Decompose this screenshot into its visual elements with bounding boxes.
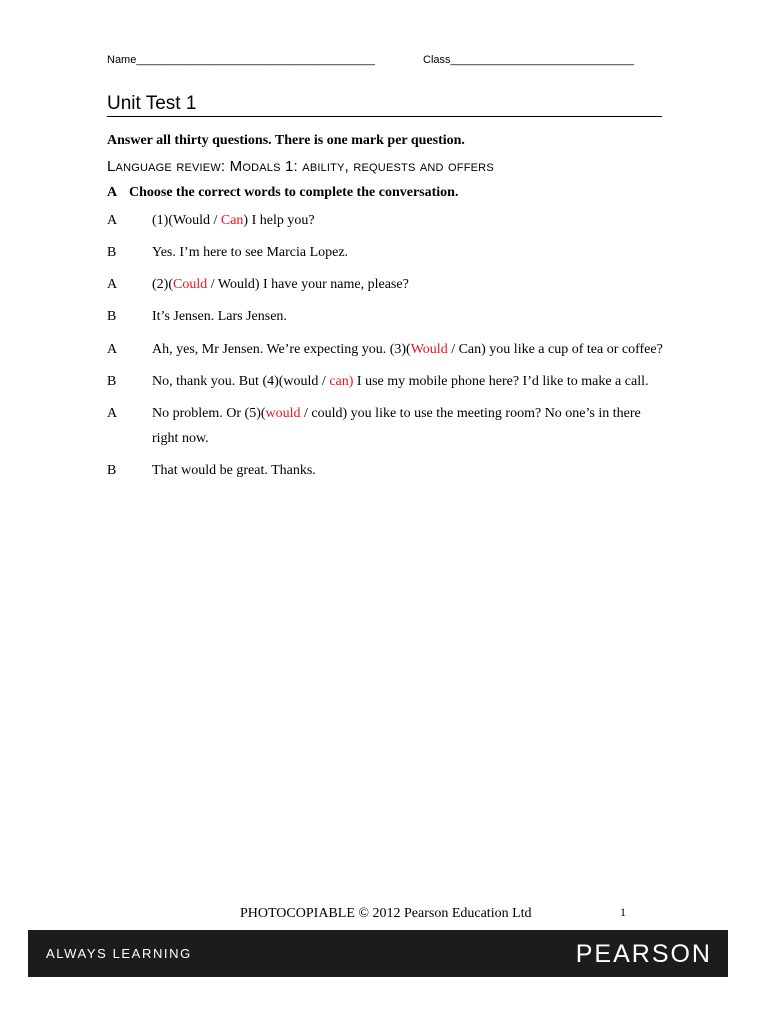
dialogue-fragment: / Would) I have your name, please?: [207, 277, 409, 292]
dialogue-fragment: No, thank you. But (4)(would /: [152, 374, 330, 389]
speaker-label: A: [107, 277, 118, 292]
speaker-label: A: [107, 342, 118, 357]
speaker-label: A: [107, 406, 118, 421]
speaker-label: B: [107, 309, 117, 324]
name-field-line: Name_______________________________________: [107, 54, 375, 66]
dialogue-fragment: ) I help you?: [243, 213, 315, 228]
dialogue-fragment: Yes. I’m here to see Marcia Lopez.: [152, 245, 349, 260]
dialogue-text: [152, 369, 667, 394]
task-heading: [107, 184, 458, 202]
correct-answer: Could: [173, 277, 208, 292]
speaker-label: B: [107, 374, 117, 389]
dialogue-fragment: / Can) you like a cup of tea or coffee?: [447, 342, 663, 357]
page-title: Unit Test 1: [107, 92, 662, 117]
class-field-line: Class______________________________: [423, 54, 635, 66]
dialogue-fragment: (2)(: [152, 277, 173, 292]
footer-tagline: ALWAYS LEARNING: [46, 946, 192, 961]
dialogue-text: [152, 240, 667, 265]
task-letter: A: [107, 185, 118, 200]
speaker-label: B: [107, 245, 117, 260]
task-text: Choose the correct words to complete the conversation.: [129, 185, 459, 200]
dialogue-text: [152, 401, 667, 451]
dialogue-fragment: I use my mobile phone here? I’d like to make a call.: [353, 374, 649, 389]
dialogue-text: [152, 458, 667, 483]
correct-answer: Would: [410, 342, 448, 357]
speaker-label: A: [107, 213, 118, 228]
footer-bar: [28, 930, 728, 977]
page-number: 1: [620, 905, 626, 919]
dialogue-text: [152, 272, 667, 297]
dialogue-text: [152, 337, 667, 362]
dialogue-fragment: / could) you like to use the meeting room? No one’s in there right now.: [152, 406, 641, 446]
correct-answer: can): [329, 374, 354, 389]
dialogue-text: [152, 304, 667, 329]
copyright-notice: PHOTOCOPIABLE © 2012 Pearson Education Ltd: [240, 906, 532, 921]
dialogue-fragment: No problem. Or (5)(: [152, 406, 266, 421]
publisher-logo: PEARSON: [575, 940, 712, 968]
dialogue-fragment: (1)(Would /: [152, 213, 221, 228]
dialogue-text: [152, 208, 667, 233]
dialogue-fragment: That would be great. Thanks.: [152, 463, 316, 478]
dialogue-fragment: Ah, yes, Mr Jensen. We’re expecting you. (3)(: [152, 342, 411, 357]
section-heading: Language review: Modals 1: ability, requests and offers: [107, 158, 494, 175]
instructions: Answer all thirty questions. There is one mark per question.: [107, 133, 465, 148]
correct-answer: Can: [220, 213, 244, 228]
dialogue-fragment: It’s Jensen. Lars Jensen.: [152, 309, 287, 324]
correct-answer: would: [265, 406, 301, 421]
speaker-label: B: [107, 463, 117, 478]
